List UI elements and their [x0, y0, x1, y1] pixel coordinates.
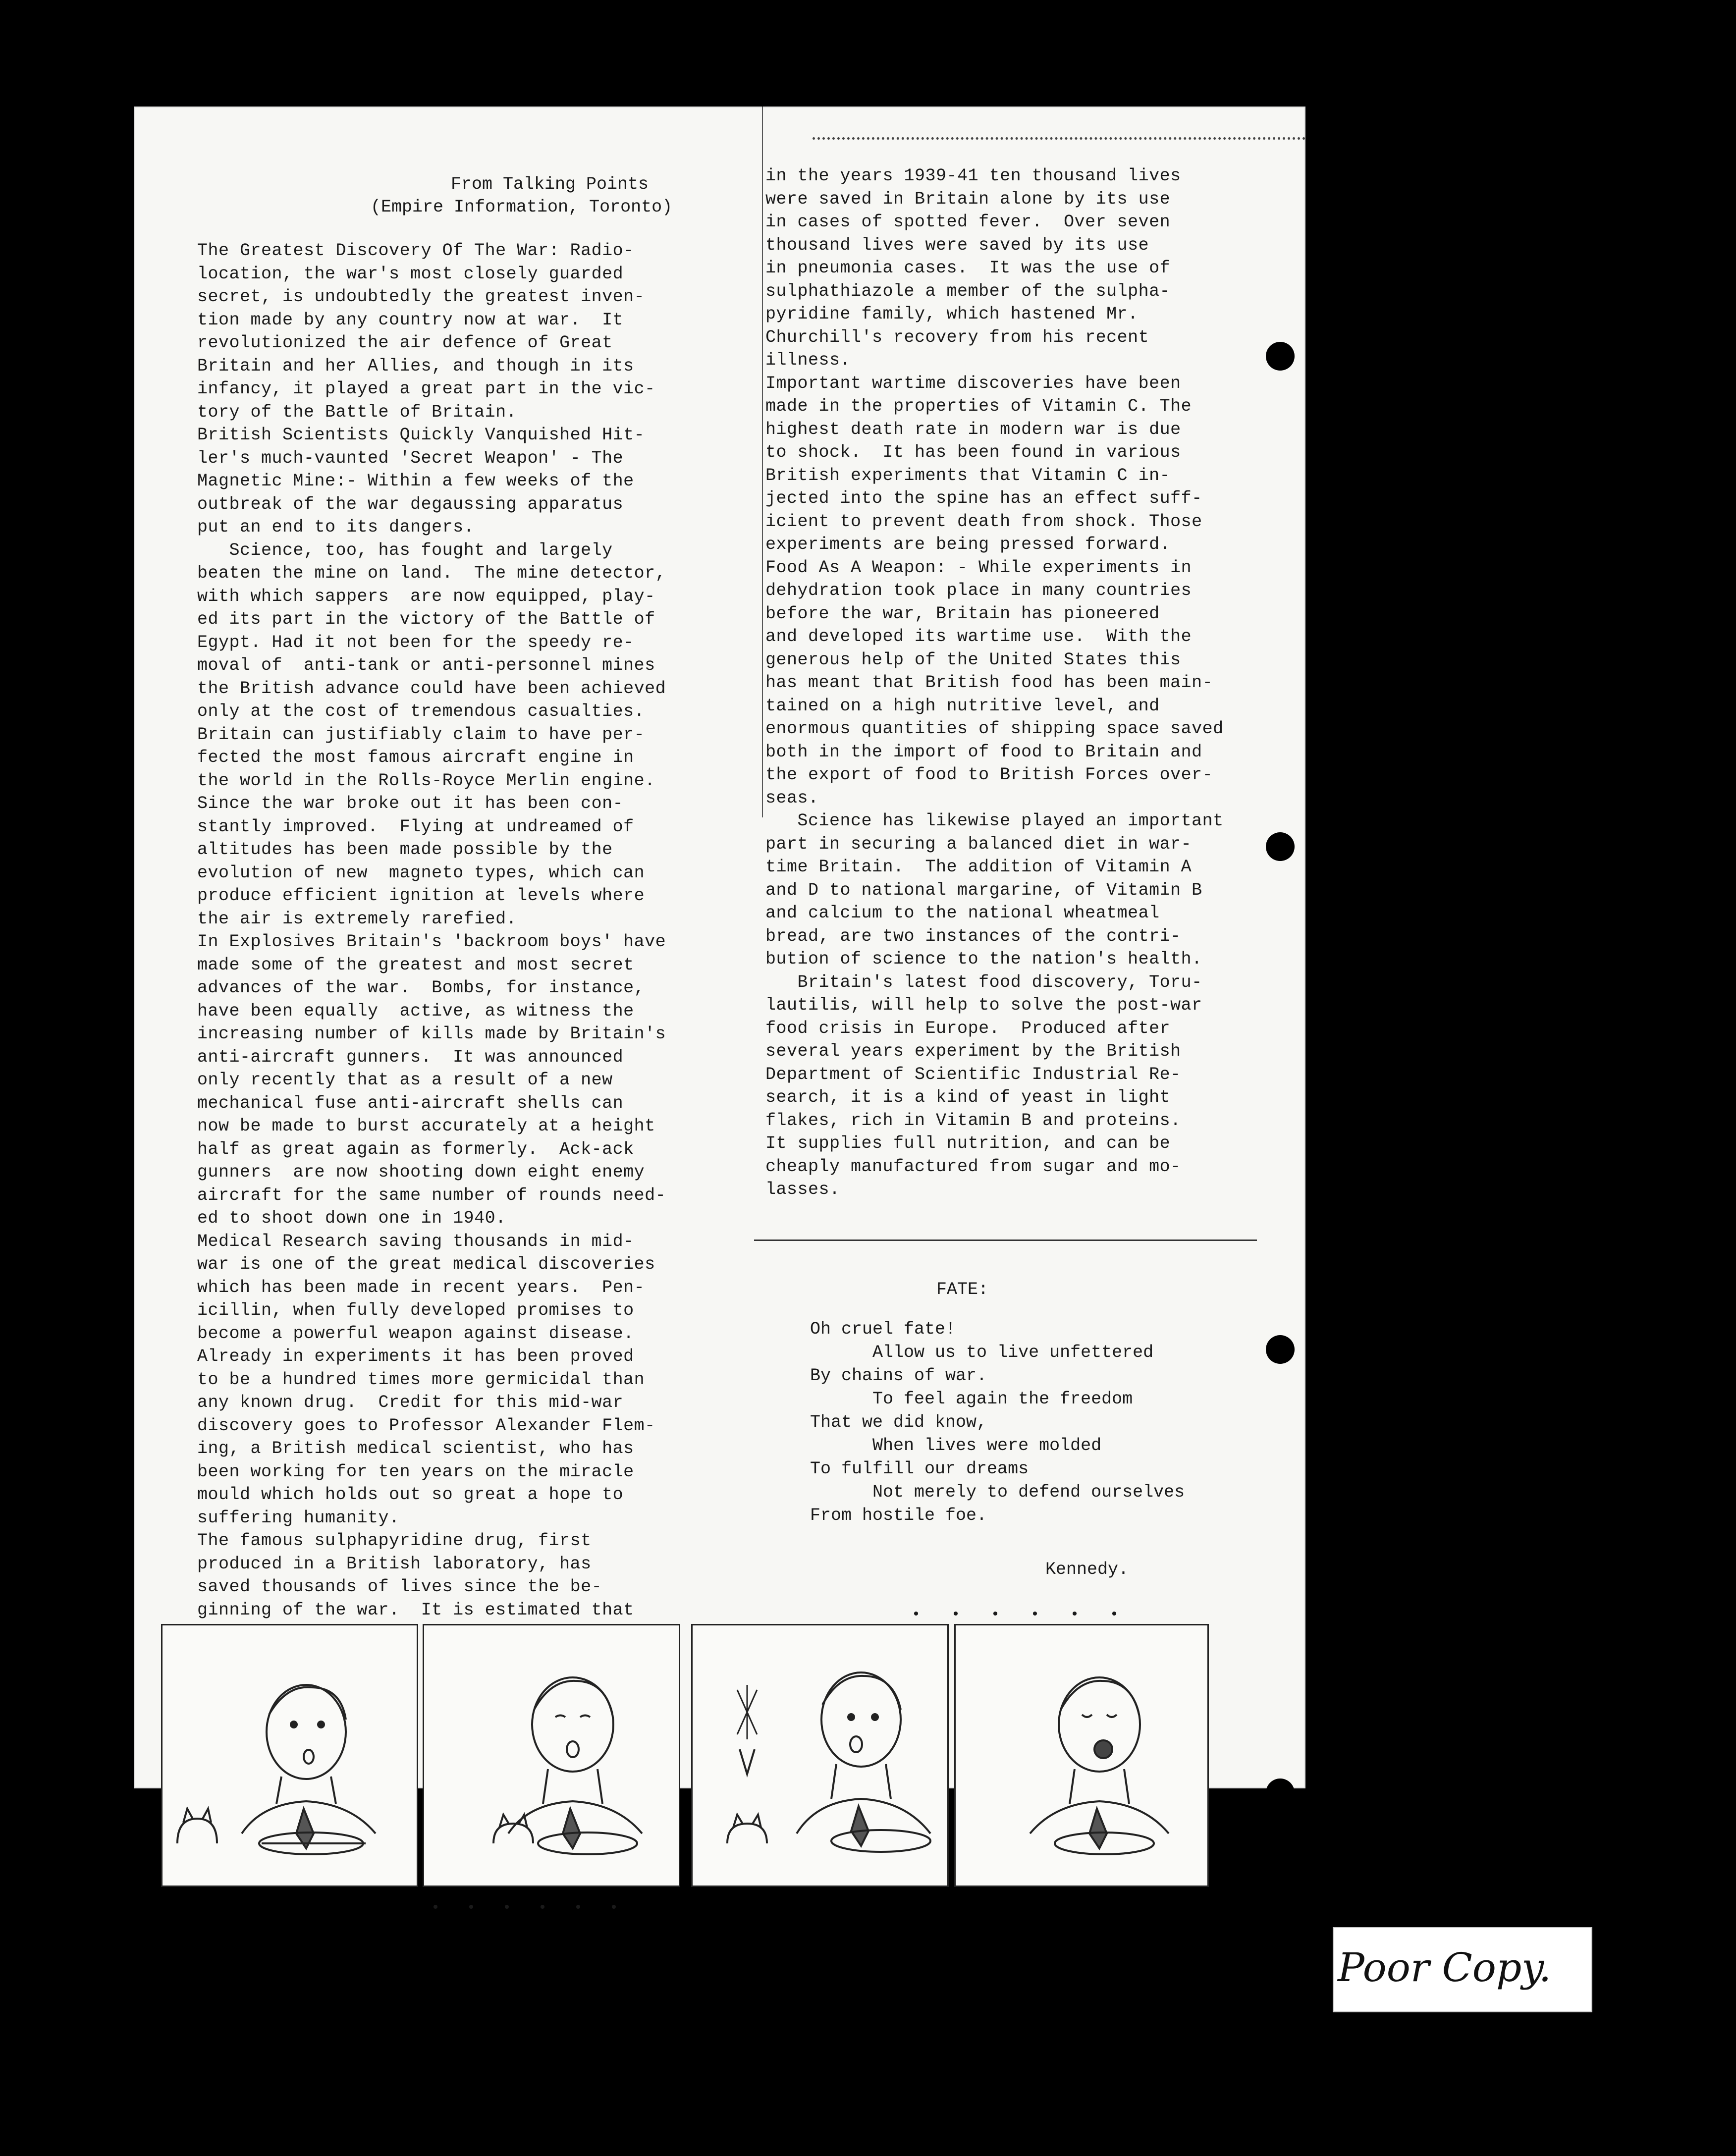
comic-drawing-3	[693, 1625, 947, 1886]
poor-copy-handwriting: Poor Copy.	[1338, 1944, 1552, 1991]
comic-drawing-4	[956, 1625, 1207, 1886]
comic-drawing-1	[163, 1625, 417, 1886]
punch-hole-4	[1266, 1779, 1295, 1807]
bottom-dotted-ornament: • • • • • •	[431, 1900, 628, 1917]
left-column-text: The Greatest Discovery Of The War: Radio- location, the war's most closely guarded secret, is undoubtedly the greatest inven- tion made by any country now at war. It revolutionized the air defence of Great Britain and her Allies, and though in its infancy, it played a great part in the vic- tory of the Battle of Britain. British Scientists Quickly Vanquished Hit- ler's much-vaunted 'Secret Weapon' - The Magnetic Mine:- Within a few weeks of the outbreak of the war degaussing apparatus put an end to its dangers. Science, too, has fought and largely beaten the mine on land. The mine detector, with which sappers are now equipped, play- ed its part in the victory of the Battle of Egypt. Had it not been for the speedy re- moval of anti-tank or anti-personnel mines the British advance could have been achieved only at the cost of tremendous casualties. Britain can justifiably claim to have per- fected the most famous aircraft engine in the world in the Rolls-Royce Merlin engine. Since the war broke out it has been con- stantly improved. Flying at undreamed of altitudes has been made possible by the evolution of new magneto types, which can produce efficient ignition at levels where the air is extremely rarefied. In Explosives Britain's 'backroom boys' have made some of the greatest and most secret advances of the war. Bombs, for instance, have been equally active, as witness the increasing number of kills made by Britain's anti-aircraft gunners. It was announced only recently that as a result of a new mechanical fuse anti-aircraft shells can now be made to burst accurately at a height half as great again as formerly. Ack-ack gunners are now shooting down eight enemy aircraft for the same number of rounds need- ed to shoot down one in 1940. Medical Research saving thousands in mid- war is one of the great medical discoveries which has been made in recent years. Pen- icillin, when fully developed promises to become a powerful weapon against disease. Already in experiments it has been proved to be a hundred times more germicidal than any known drug. Credit for this mid-war discovery goes to Professor Alexander Flem- ing, a British medical scientist, who has been working for ten years on the miracle mould which holds out so great a hope to suffering humanity. The famous sulphapyridine drug, first produced in a British laboratory, has saved thousands of lives since the be- ginning of the war. It is estimated that	[197, 241, 666, 1620]
section-divider	[754, 1240, 1257, 1241]
comic-panel-1	[161, 1624, 418, 1887]
source-header-line2: (Empire Information, Toronto)	[371, 197, 673, 217]
top-dotted-rule	[813, 137, 1305, 142]
right-column-text: in the years 1939-41 ten thousand lives were saved in Britain alone by its use in cases of spotted fever. Over seven thousand lives were saved by its use in pneumonia cases. It was the use of sulphathiazole a member of the sulpha- pyridine family, which hastened Mr. Churchill's recovery from his recent illness. Important wartime discoveries have been made in the properties of Vitamin C. The highest death rate in modern war is due to shock. It has been found in various British experiments that Vitamin C in- jected into the spine has an effect suff- icient to prevent death from shock. Those experiments are being pressed forward. Food As A Weapon: - While experiments in dehydration took place in many countries before the war, Britain has pioneered and developed its wartime use. With the generous help of the United States this has meant that British food has been main- tained on a high nutritive level, and enormous quantities of shipping space saved both in the import of food to Britain and the export of food to British Forces over- seas. Science has likewise played an important part in securing a balanced diet in war- time Britain. The addition of Vitamin A and D to national margarine, of Vitamin B and calcium to the national wheatmeal bread, are two instances of the contri- bution of science to the nation's health. Britain's latest food discovery, Toru- lautilis, will help to solve the post-war food crisis in Europe. Produced after several years experiment by the British Department of Scientific Industrial Re- search, it is a kind of yeast in light flakes, rich in Vitamin B and proteins. It supplies full nutrition, and can be cheaply manufactured from sugar and mo- lasses.	[765, 166, 1224, 1199]
source-header-line1: From Talking Points	[451, 174, 649, 194]
document-page	[134, 107, 1305, 1917]
poem-body: Oh cruel fate! Allow us to live unfettered By chains of war. To feel again the freedom That we did know, When lives were molded To fulfill our dreams Not merely to defend ourselves From hostile foe.	[810, 1319, 1185, 1525]
poem-title: FATE:	[936, 1280, 989, 1299]
poem-author: Kennedy.	[1045, 1560, 1129, 1579]
comic-drawing-2	[424, 1625, 679, 1886]
punch-hole-1	[1266, 342, 1295, 371]
punch-hole-3	[1266, 1335, 1295, 1364]
comic-panel-2	[423, 1624, 680, 1887]
column-divider	[762, 107, 763, 817]
punch-hole-2	[1266, 832, 1295, 861]
dotted-ornament: • • • • • •	[912, 1607, 1130, 1623]
comic-panel-3	[691, 1624, 949, 1887]
comic-panel-4	[954, 1624, 1209, 1887]
